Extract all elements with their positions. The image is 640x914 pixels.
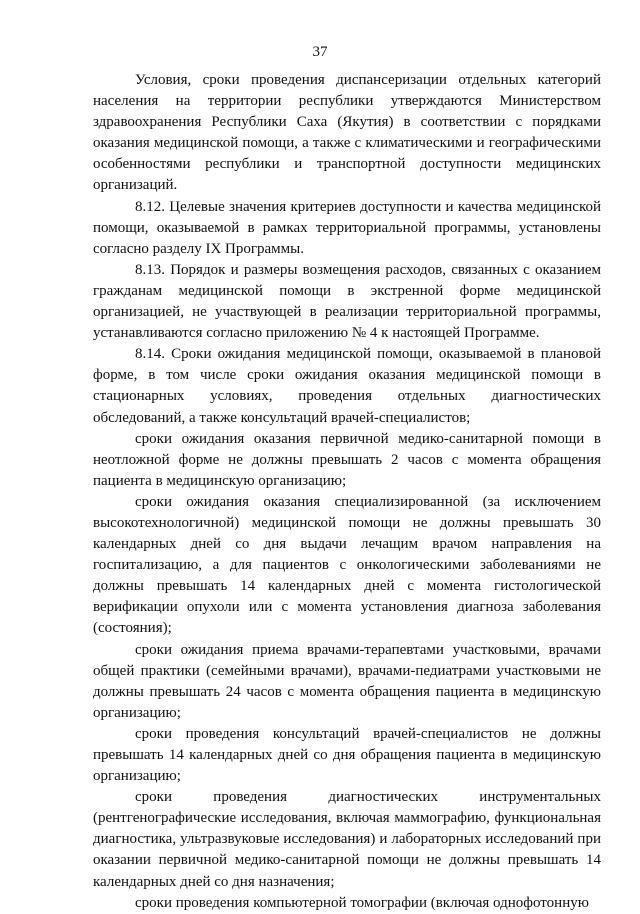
paragraph-specialized-care-wait: сроки ожидания оказания специализированной (за исключением высокотехнологичной) медицинской помощи не должны превышать 30 календарных дней со дня выдачи лечащим врачом направления на госпитализацию, а для пациентов с онкологическими заболеваниями не должны превышать 14 календарных дней с момента гистологической верификации опухоли или с момента установления диагноза заболевания (состояния); — [93, 493, 601, 637]
page-number: 37 — [312, 44, 328, 60]
paragraph-urgent-care-wait: сроки ожидания оказания первичной медико-санитарной помощи в неотложной форме не должны превышать 2 часов с момента обращения пациента в медицинскую организацию; — [93, 430, 601, 489]
paragraph-therapist-wait: сроки ожидания приема врачами-терапевтами участковыми, врачами общей практики (семейными врачами), врачами-педиатрами участковыми не должны превышать 24 часов с момента обращения пациента в медицинскую организацию; — [93, 641, 601, 721]
paragraph-specialist-consult-wait: сроки проведения консультаций врачей-специалистов не должны превышать 14 календарных дней со дня обращения пациента в медицинскую организацию; — [93, 725, 601, 785]
paragraph-diagnostic-wait: сроки проведения диагностических инструментальных (рентгенографические исследования, включая маммографию, функциональная диагностика, ультразвуковые исследования) и лабораторных исследований при оказании первичной медико-санитарной помощи не должны превышать 14 календарных дней со дня назначения; — [93, 789, 601, 890]
paragraph-8-12: 8.12. Целевые значения критериев доступности и качества медицинской помощи, оказываемой в рамках территориальной программы, установлены согласно разделу IX Программы. — [93, 198, 601, 257]
paragraph-ct-wait: сроки проведения компьютерной томографии (включая однофотонную — [135, 894, 589, 911]
document-body — [93, 70, 601, 914]
paragraph-screening-conditions: Условия, сроки проведения диспансеризации отдельных категорий населения на территории республики утверждаются Министерством здравоохранения Республики Саха (Якутия) в соответствии с порядками оказания медицинской помощи, а также с климатическими и географическими особенностями республики и транспортной доступности медицинских организаций. — [93, 72, 601, 194]
paragraph-8-14: 8.14. Сроки ожидания медицинской помощи, оказываемой в плановой форме, в том числе сроки ожидания оказания медицинской помощи в стационарных условиях, проведения отдельных диагностических обследований, а также консультаций врачей-специалистов; — [93, 346, 601, 426]
paragraph-8-13: 8.13. Порядок и размеры возмещения расходов, связанных с оказанием гражданам медицинской помощи в экстренной форме медицинской организацией, не участвующей в реализации территориальной программы, устанавливаются согласно приложению № 4 к настоящей Программе. — [93, 261, 601, 342]
